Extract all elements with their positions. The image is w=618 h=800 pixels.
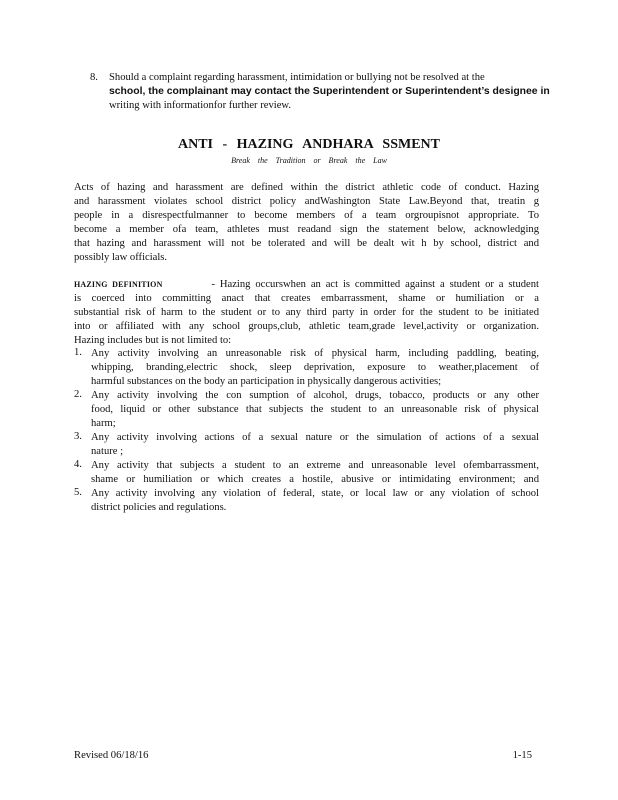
intro-line: people in a disrespectfulmanner to become members of a team orgroupisnot appropriate. To: [74, 210, 539, 221]
definition-line: [74, 278, 539, 292]
definition-label: HAZING DEFINITION: [74, 280, 163, 289]
list-line: harmful substances on the body an participation in physically dangerous activities;: [91, 376, 442, 387]
list-line: nature ;: [91, 446, 124, 457]
revised-date: Revised 06/18/16: [74, 750, 149, 761]
page-title: ANTI - HAZING ANDHARA SSMENT: [177, 137, 441, 152]
list-item: [74, 459, 539, 487]
list-item: [74, 389, 539, 431]
list-line: Any activity that subjects a student to an extreme and unreasonable level ofembarrassment,: [91, 460, 539, 471]
page-subtitle: Break the Tradition or Break the Law: [231, 156, 387, 165]
list-item: [74, 347, 539, 389]
list-number: 3.: [74, 431, 82, 442]
item-line-2: school, the complainant may contact the Superintendent or Superintendent’s designee in: [109, 86, 550, 97]
list-line: shame or humiliation or which creates a hostile, abusive or intimidating environment; and: [91, 474, 539, 485]
list-number: 1.: [74, 347, 82, 358]
definition-text: - Hazing occurswhen an act is committed against a student or a student: [211, 279, 540, 290]
definition-line: into or affiliated with any school groups,club, athletic team,grade level,activity or organization.: [74, 321, 539, 332]
item-number: 8.: [90, 72, 98, 83]
intro-paragraph: [74, 181, 539, 265]
list-line: Any activity involving the con sumption of alcohol, drugs, tobacco, products or any other: [91, 390, 539, 401]
item-line-3: writing with informationfor further review.: [109, 100, 292, 111]
item-line-1: Should a complaint regarding harassment, intimidation or bullying not be resolved at the: [109, 72, 485, 83]
list-line: Any activity involving an unreasonable risk of physical harm, including paddling, beating,: [91, 348, 539, 359]
definition-line: is coerced into committing anact that creates embarrassment, shame or humiliation or a: [74, 293, 539, 304]
hazing-definition-paragraph: [74, 278, 539, 348]
list-line: food, liquid or other substance that subjects the student to an unreasonable risk of physical: [91, 404, 539, 415]
intro-line: that hazing and harassment will not be tolerated and will be dealt wit h by school, district and: [74, 238, 539, 249]
list-line: Any activity involving any violation of federal, state, or local law or any violation of school: [91, 488, 539, 499]
definition-line: substantial risk of harm to the student or to any third party in order for the student to be initiated: [74, 307, 539, 318]
hazing-activities-list: [74, 347, 539, 515]
page-number: 1-15: [512, 750, 532, 761]
list-item: [74, 487, 539, 515]
definition-line: Hazing includes but is not limited to:: [74, 335, 232, 346]
list-line: district policies and regulations.: [91, 502, 227, 513]
list-line: Any activity involving actions of a sexual nature or the simulation of actions of a sexual: [91, 432, 539, 443]
list-number: 4.: [74, 459, 82, 470]
list-line: whipping, branding,electric shock, sleep deprivation, exposure to weather,placement of: [91, 362, 539, 373]
intro-line: and harassment violates school district policy andWashington State Law.Beyond that, treatin g: [74, 196, 539, 207]
intro-line: possibly law officials.: [74, 252, 168, 263]
list-line: harm;: [91, 418, 116, 429]
list-number: 2.: [74, 389, 82, 400]
intro-line: Acts of hazing and harassment are defined within the district athletic code of conduct. Hazing: [74, 182, 539, 193]
list-item: [74, 431, 539, 459]
list-number: 5.: [74, 487, 82, 498]
intro-line: become a member ofa team, athletes must readand sign the statement below, acknowledging: [74, 224, 539, 235]
